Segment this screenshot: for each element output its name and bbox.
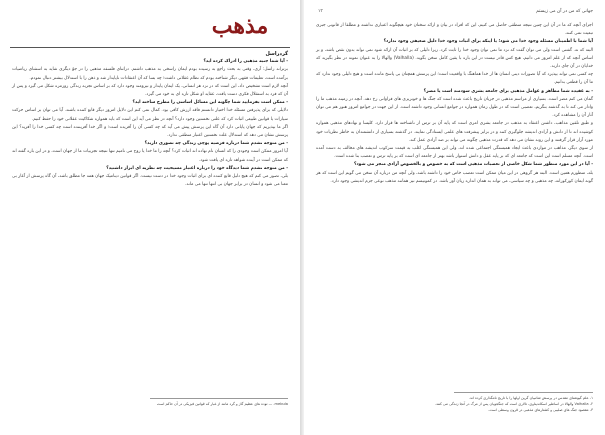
footnote: ۲- Valhalla والهالا در اساطیر اسکاندیناوی، تالاری است که جنگجویان پس از مرگ در آنجا زندگی می کنند. xyxy=(434,402,593,406)
right-page xyxy=(304,0,605,435)
chapter-logo xyxy=(195,10,285,40)
page-number: ۱۳ xyxy=(318,9,323,14)
paragraph: از سوی دیگر، مذاهب در مواردی باعث ایجاد همبستگی اجتماعی شده اند، ولی این همبستگی اغلب به قیمت سرکوب اندیشه های مخالف به دست آمده است. آنچه مسلم است این است که جامعه ای که بر پایه عقل و دانش استوار باشد بهتر از جامعه ای است که بر پایه ترس و تعصب بنا شده است. xyxy=(316,146,593,160)
footnote: ۳- مقصود جنگ های صلیبی و کشتارهای مذهبی در قرون وسطی است. xyxy=(488,408,593,412)
paragraph: اجزای آنچه که ما در آن این چنین نتیجه منطقی حاصل می کنیم، این که افراد در بیان و ارائه سخنان خود هیچگونه اعتباری نداشته و مطلقا از قانونی جبری تبعیت نمی کنند. xyxy=(316,23,593,37)
intro-question: - آیا شما جنبه مذهبی را ادراک کرده اید؟ xyxy=(203,59,288,65)
paragraph: دلایلی که برای پذیرفتن مسئله خدا اختیار دانستم فاقد ارزش کافی بود. کمال نمی کنم این دلایل امروز دیگر قانع کننده باشند. آیا می توان بر اساس حرکت سیارات یا قوانین طبیعی اثبات کرد که علتی نخستین وجود دارد؟ آنچه در نظر می آید این است که باید همواره شکاکیت عقلانی خود را حفظ کنیم. xyxy=(12,108,288,122)
paragraph: اگر ما بپذیریم که جهان پایانی دارد آن گاه این پرسش پیش می آید که چه کسی آن را آفریده است؛ و اگر خدا آفریننده است چه کسی خدا را آفرید؟ این پرسش نشان می دهد که استدلال علت نخستین اعتبار منطقی ندارد. xyxy=(12,124,288,139)
left-text-column xyxy=(12,50,288,189)
footnote: ۱- علم گیوشنای مقدس در پرسش شاتبیان گرین اولها را با تاریخ نامگذاری کرده اند. xyxy=(468,396,593,400)
paragraph: گمان می کنم مضر است. بسیاری از مراسم مذهبی در جریان تاریخ باعث شده است که جنگ ها و خونریزی های فراوانی رخ دهد. آنچه در زمینه مذهب ما را وادار می کند تا به گذشته بنگریم، تعصبی است که در طول زمان همواره در جوامع انسانی وجود داشته است. از این جهت در جوامع امروز هنوز هم می توان آثار آن را مشاهده کرد. xyxy=(316,96,593,119)
chapter-logo-text: مذهب xyxy=(211,13,269,39)
paragraph: برتراند راسل: آری، وقتی به بحث راجع به رسیده بودم ایمان راسخی به مذهب داشتم. دراثنای فلسفه مذهبی را در جوّ دیگری شاید به استثنای ریاضیات برآمده است، تعلیمات فقهی دیگر شناخته بودم که نظام عقلانی داشت؛ چه بسا که آن اعتقادات ناپایدار شد و ذهن را با استدلال بیشتر دنبال نمودم. xyxy=(12,67,288,81)
paragraph: و طبق تلقین مذاهب، داشتن اعتقاد به مذهب در جامعه بشری امری است که پایه آن بر ترس از ناشناخته ها قرار دارد. کلیسا و نهادهای مذهبی همواره کوشیده اند تا از دانش و آزادی اندیشه جلوگیری کنند و در برابر پیشرفت های علمی ایستادگی نمایند. در گذشته بسیاری از دانشمندان به خاطر نظریات خود مورد آزار قرار گرفتند و این روند نشان می دهد که قدرت مذهبی چگونه می تواند بر ضد آزادی عمل کند. xyxy=(316,121,593,143)
question: - به عقیده شما مظاهر و عوامل مذهبی برای جامعه بشری سودمند است یا مضر؟ xyxy=(423,88,593,94)
running-header: جهانی که من در آن می زیستم xyxy=(536,9,593,14)
paragraph: بله، منظورم همین است. البته هر گروهی در این میان ممکن است تعصب خاص خود را داشته باشد، ولی آنچه من درباره آن سخن می گویم این است که هر گونه ایمان کورکورانه، چه مذهبی و چه سیاسی، می تواند به همان اندازه زیان آور باشد. در کمونیسم نیز همانند مذهب نوعی جزم اندیشی وجود دارد. xyxy=(316,170,593,184)
left-page xyxy=(0,0,300,435)
paragraph: چه کسی نمی تواند بپذیرد که آیا تصورات دینی انسان ها از خدا هماهنگ با واقعیت است؛ این پرسش همچنان بی پاسخ مانده است و هیچ دلیلی وجود ندارد که ما آن را قطعی بدانیم. xyxy=(316,72,593,86)
chapter-rule xyxy=(10,47,290,48)
footnote-rule xyxy=(150,398,288,399)
footnote-rule xyxy=(454,392,593,393)
question: - ممکن است بفرمایید شما چگونه این مسائل اساسی را مطرح ساخته اید؟ xyxy=(132,100,288,106)
question: - آیا در این مورد منظور شما شکل خاصی از تعصبات مذهبی است که به خصوص و بالخصوص آزادی منجر می شود؟ xyxy=(353,162,593,168)
right-text-column xyxy=(316,22,593,186)
footnote: mebula. — توده های عظیم گاز و گرد مانند از غبار که قوانین فیزیکی در آن حاکم است xyxy=(156,402,288,406)
paragraph: آنچه لازم است تشخیص داد، این است که در نزد هر انسانی، یک ایمان پایدار و نیرومند وجود دارد که بر اساس تجربه زندگی روزمره شکل می گیرد و پس از آن که فرد به استقلال فکری دست یافت، عقاید او شکل تازه ای به خود می گیرد. xyxy=(12,83,288,98)
section-title: گردراسل xyxy=(265,51,288,57)
footnotes xyxy=(316,395,593,413)
question: - من متوجه نشدم شما درباره فرضیه پوچی زندگی چه تصوری دارید؟ xyxy=(144,141,288,147)
question: آیا شما با اطمینان مسئله وجود خدا می شود؛ یا اینکه برای اثبات وجود خدا دلیل ضعیفی وجود ندارد؟ xyxy=(383,39,593,45)
paragraph: آیا امروز ممکن است وجودی را که انسان نام نهاده اند اثبات کرد؟ آنچه را ما خدا یا روح می نامیم تنها نتیجه تجربیات ما از جهان است، و در این باره گفته اند که ممکن است در آینده شواهد تازه ای یافت شود. xyxy=(12,149,288,163)
paragraph: بلی، تصور می کنم که هیچ دلیل قانع کننده ای برای اثبات وجود خدا در دست نیست. اگر قوانین دینامیک جهان همه جا مطلق باشد، آن گاه پرسش از آغاز بی معنا می شود و انسان در برابر جهان بی انتها تنها می ماند. xyxy=(12,174,288,188)
paragraph: البته که نه. گفتنی است ولی می توان گفت که نزد ما نمی توان وجود خدا را ثابت کرد. زیرا دلیلی که بر اثبات آن ارائه شود نمی تواند بدون نقص باشد، و بر اساس آنچه که از علم امروز می دانیم، هیچ کس قادر نیست در این باره با یقین کامل سخن بگوید. (Valhalla) والهالا را به عنوان نمونه در نظر بگیرید که خدایان در آن جای دارند. xyxy=(316,47,593,70)
question: - من متوجه نشدم شما دیدگاه خود را درباره اعتبار مسیحیت چه نظریه ای ابراز داشتید؟ xyxy=(106,165,288,171)
